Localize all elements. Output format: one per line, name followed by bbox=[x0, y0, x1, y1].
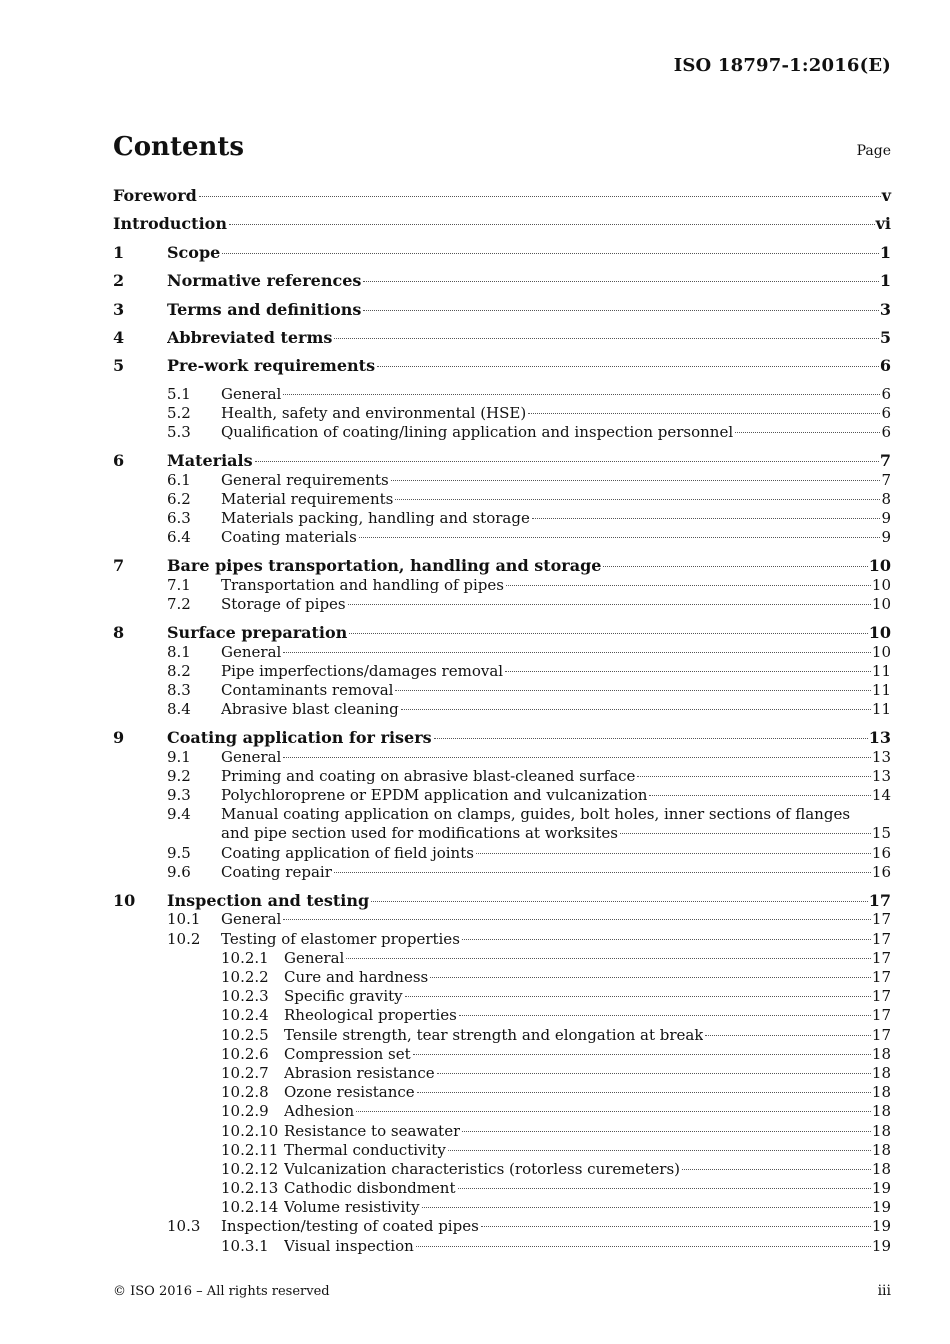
toc-entry-page: 9 bbox=[881, 509, 891, 528]
toc-entry[interactable] bbox=[113, 1198, 891, 1217]
toc-entry-number: 9.1 bbox=[167, 747, 191, 766]
toc-entry[interactable] bbox=[113, 1064, 891, 1083]
toc-entry-page: 13 bbox=[871, 766, 891, 785]
toc-entry-number: 9.4 bbox=[167, 805, 191, 824]
toc-entry-number: 4 bbox=[113, 327, 125, 347]
toc-entry[interactable] bbox=[113, 1122, 891, 1141]
toc-entry-number: 10.2.12 bbox=[221, 1159, 279, 1178]
toc-entry-label: Pre-work requirements bbox=[167, 356, 376, 376]
dot-leader bbox=[401, 709, 871, 710]
toc-entry[interactable] bbox=[113, 643, 891, 662]
toc-entry-page: 18 bbox=[871, 1083, 891, 1102]
dot-leader bbox=[222, 253, 879, 254]
toc-entry-number: 10.2.3 bbox=[221, 987, 269, 1006]
toc-entry-label: Abbreviated terms bbox=[167, 327, 333, 347]
toc-entry-page: 13 bbox=[868, 728, 891, 748]
toc-entry[interactable] bbox=[113, 214, 891, 242]
dot-leader bbox=[356, 1111, 871, 1112]
dot-leader bbox=[637, 776, 870, 777]
toc-entry-page: 6 bbox=[879, 356, 891, 376]
toc-entry-label: Inspection/testing of coated pipes bbox=[221, 1217, 479, 1236]
toc-entry-label: Surface preparation bbox=[167, 623, 348, 642]
dot-leader bbox=[377, 366, 879, 367]
dot-leader bbox=[363, 281, 878, 282]
toc-entry-number: 6.2 bbox=[167, 489, 191, 508]
dot-leader bbox=[334, 872, 871, 873]
toc-entry-label: Material requirements bbox=[221, 489, 394, 508]
toc-entry-page: 6 bbox=[881, 384, 891, 403]
toc-entry-page: 11 bbox=[871, 700, 891, 719]
toc-entry-label: Polychloroprene or EPDM application and vulcanization bbox=[221, 786, 648, 805]
toc-entry-page: 10 bbox=[871, 575, 891, 594]
toc-entry[interactable] bbox=[113, 949, 891, 968]
dot-leader bbox=[413, 1054, 871, 1055]
dot-leader bbox=[462, 939, 871, 940]
toc-entry-label: Health, safety and environmental (HSE) bbox=[221, 403, 527, 422]
toc-entry[interactable] bbox=[113, 891, 891, 911]
toc-entry-label: Foreword bbox=[113, 186, 197, 205]
dot-leader bbox=[391, 480, 881, 481]
toc-entry-number: 6.4 bbox=[167, 528, 191, 547]
toc-entry-page: 18 bbox=[871, 1121, 891, 1140]
dot-leader bbox=[437, 1073, 871, 1074]
dot-leader bbox=[481, 1226, 871, 1227]
dot-leader bbox=[346, 958, 871, 959]
contents-title-row bbox=[113, 132, 891, 164]
contents-title: Contents bbox=[113, 132, 245, 162]
toc-entry-number: 9.2 bbox=[167, 766, 191, 785]
toc-entry-page: vi bbox=[875, 214, 891, 234]
toc-entry-label: Specific gravity bbox=[284, 987, 403, 1006]
toc-entry-page: 17 bbox=[871, 929, 891, 948]
toc-entry[interactable] bbox=[113, 910, 891, 929]
toc-entry-number: 10.2.14 bbox=[221, 1198, 279, 1217]
toc-entry[interactable] bbox=[113, 805, 891, 843]
toc-entry[interactable] bbox=[113, 356, 891, 384]
dot-leader bbox=[735, 432, 880, 433]
dot-leader bbox=[620, 833, 871, 834]
toc-entry-page: 7 bbox=[881, 470, 891, 489]
toc-entry-page: 14 bbox=[871, 786, 891, 805]
toc-entry-page: 11 bbox=[871, 661, 891, 680]
toc-entry-number: 8.4 bbox=[167, 700, 191, 719]
toc-entry-number: 8.1 bbox=[167, 642, 191, 661]
toc-entry-label: Manual coating application on clamps, guides, bolt holes, inner sections of flanges bbox=[221, 805, 851, 824]
toc-entry-label: Priming and coating on abrasive blast-cleaned surface bbox=[221, 766, 636, 785]
toc-entry-label: Normative references bbox=[167, 271, 362, 291]
toc-entry-label: Testing of elastomer properties bbox=[221, 929, 460, 948]
toc-entry-label: Pipe imperfections/damages removal bbox=[221, 661, 504, 680]
dot-leader bbox=[649, 795, 870, 796]
toc-entry-page: 16 bbox=[871, 862, 891, 881]
dot-leader bbox=[459, 1015, 871, 1016]
dot-leader bbox=[532, 518, 881, 519]
toc-entry-page: 10 bbox=[871, 595, 891, 614]
toc-entry[interactable] bbox=[113, 767, 891, 786]
toc-entry-number: 7 bbox=[113, 556, 125, 576]
toc-entry-page: 16 bbox=[871, 843, 891, 862]
dot-leader bbox=[283, 757, 871, 758]
toc-entry[interactable] bbox=[113, 681, 891, 700]
toc-entry[interactable] bbox=[113, 490, 891, 509]
toc-entry-label: General bbox=[221, 747, 282, 766]
toc-entry-label: Inspection and testing bbox=[167, 890, 370, 910]
dot-leader bbox=[348, 604, 871, 605]
toc-entry-label: Volume resistivity bbox=[284, 1198, 420, 1217]
toc-entry-page: 17 bbox=[868, 890, 891, 910]
toc-entry-label: General bbox=[221, 910, 282, 929]
toc-entry[interactable] bbox=[113, 471, 891, 490]
toc-entry-number: 10.2.1 bbox=[221, 948, 269, 967]
toc-entry-number: 10.2.6 bbox=[221, 1044, 269, 1063]
toc-entry-number: 10.2.8 bbox=[221, 1083, 269, 1102]
dot-leader bbox=[705, 1035, 870, 1036]
toc-entry[interactable] bbox=[113, 700, 891, 719]
dot-leader bbox=[359, 537, 881, 538]
toc-entry-label: Scope bbox=[167, 242, 221, 262]
toc-entry-number: 7.1 bbox=[167, 575, 191, 594]
toc-entry-label: Contaminants removal bbox=[221, 680, 394, 699]
dot-leader bbox=[422, 1207, 871, 1208]
dot-leader bbox=[283, 919, 871, 920]
toc-entry-page: 10 bbox=[871, 642, 891, 661]
toc-entry[interactable] bbox=[113, 623, 891, 643]
toc-entry-number: 7.2 bbox=[167, 595, 191, 614]
toc-entry-label-block bbox=[221, 805, 891, 843]
dot-leader bbox=[528, 413, 880, 414]
toc-entry-number: 10.2.11 bbox=[221, 1140, 279, 1159]
dot-leader bbox=[458, 1188, 871, 1189]
toc-entry-number: 9.5 bbox=[167, 843, 191, 862]
toc-entry[interactable] bbox=[113, 404, 891, 423]
toc-entry[interactable] bbox=[113, 1141, 891, 1160]
toc-entry-label: General bbox=[221, 384, 282, 403]
toc-entry[interactable] bbox=[113, 243, 891, 271]
toc-entry-page: 1 bbox=[879, 271, 891, 291]
toc-entry-number: 10.3 bbox=[167, 1217, 201, 1236]
toc-entry-page: 18 bbox=[871, 1044, 891, 1063]
toc-entry-page: 3 bbox=[879, 299, 891, 319]
toc-entry-label: Materials bbox=[167, 451, 253, 471]
dot-leader bbox=[417, 1092, 871, 1093]
toc-entry-label: Materials packing, handling and storage bbox=[221, 509, 530, 528]
toc-entry-label: Introduction bbox=[113, 214, 227, 234]
toc-entry-label: Visual inspection bbox=[284, 1236, 414, 1255]
toc-entry[interactable] bbox=[113, 423, 891, 442]
toc-entry-number: 9.3 bbox=[167, 786, 191, 805]
toc-entry[interactable] bbox=[113, 1102, 891, 1121]
toc-entry[interactable] bbox=[113, 576, 891, 595]
dot-leader bbox=[229, 224, 875, 225]
toc-entry[interactable] bbox=[113, 1160, 891, 1179]
toc-entry-number: 8 bbox=[113, 623, 125, 642]
toc-entry[interactable] bbox=[113, 1026, 891, 1045]
toc-entry-label: Thermal conductivity bbox=[284, 1140, 446, 1159]
toc-entry[interactable] bbox=[113, 1179, 891, 1198]
dot-leader bbox=[255, 461, 879, 462]
toc-entry-page: v bbox=[881, 186, 891, 205]
dot-leader bbox=[434, 738, 868, 739]
toc-entry-number: 2 bbox=[113, 271, 125, 291]
toc-entry-page: 17 bbox=[871, 968, 891, 987]
toc-entry-number: 6.1 bbox=[167, 470, 191, 489]
toc-entry-number: 6 bbox=[113, 451, 125, 471]
dot-leader bbox=[430, 977, 871, 978]
toc-entry-label: Cathodic disbondment bbox=[284, 1179, 456, 1198]
toc-entry-number: 10.1 bbox=[167, 910, 201, 929]
toc-entry-page: 11 bbox=[871, 680, 891, 699]
toc-entry-page: 18 bbox=[871, 1063, 891, 1082]
toc-entry[interactable] bbox=[113, 451, 891, 471]
toc-entry-number: 10.2.9 bbox=[221, 1102, 269, 1121]
toc-entry-number: 10.2.10 bbox=[221, 1121, 279, 1140]
toc-entry-label: General bbox=[221, 642, 282, 661]
dot-leader bbox=[283, 652, 871, 653]
toc-entry-label-continued-line bbox=[221, 824, 891, 843]
dot-leader bbox=[334, 338, 878, 339]
toc-entry[interactable] bbox=[113, 556, 891, 576]
dot-leader bbox=[476, 853, 871, 854]
toc-entry-page: 6 bbox=[881, 403, 891, 422]
toc-entry-number: 6.3 bbox=[167, 509, 191, 528]
toc-entry-label: Bare pipes transportation, handling and storage bbox=[167, 556, 602, 576]
toc-entry-number: 10.2.5 bbox=[221, 1025, 269, 1044]
dot-leader bbox=[462, 1131, 871, 1132]
toc-entry-number: 5.2 bbox=[167, 403, 191, 422]
toc-entry[interactable] bbox=[113, 595, 891, 614]
dot-leader bbox=[371, 901, 868, 902]
toc-entry[interactable] bbox=[113, 863, 891, 882]
dot-leader bbox=[395, 690, 870, 691]
toc-entry-label: Coating repair bbox=[221, 862, 332, 881]
toc-entry-label: General requirements bbox=[221, 470, 389, 489]
toc-entry-page: 8 bbox=[881, 489, 891, 508]
toc-entry-page: 19 bbox=[871, 1198, 891, 1217]
toc-entry[interactable] bbox=[113, 271, 891, 299]
toc-entry-number: 9.6 bbox=[167, 862, 191, 881]
toc-entry-page: 17 bbox=[871, 1006, 891, 1025]
toc-entry-number: 10.2.13 bbox=[221, 1179, 279, 1198]
dot-leader bbox=[349, 633, 867, 634]
toc-entry-label: Adhesion bbox=[284, 1102, 355, 1121]
dot-leader bbox=[505, 671, 871, 672]
toc-entry-page: 1 bbox=[879, 242, 891, 262]
toc-entry-page: 19 bbox=[871, 1236, 891, 1255]
toc-entry-page: 17 bbox=[871, 910, 891, 929]
toc-entry-number: 3 bbox=[113, 299, 125, 319]
toc-entry[interactable] bbox=[113, 1045, 891, 1064]
toc-entry-label: Transportation and handling of pipes bbox=[221, 575, 504, 594]
toc-entry[interactable] bbox=[113, 786, 891, 805]
toc-entry-label: Storage of pipes bbox=[221, 595, 346, 614]
toc-entry-number: 10.2.7 bbox=[221, 1063, 269, 1082]
toc-entry-number: 1 bbox=[113, 242, 125, 262]
toc-entry-number: 5.1 bbox=[167, 384, 191, 403]
document-id: ISO 18797-1:2016(E) bbox=[673, 55, 891, 76]
toc-entry-label: Vulcanization characteristics (rotorless curemeters) bbox=[284, 1159, 680, 1178]
toc-entry-number: 10.3.1 bbox=[221, 1236, 269, 1255]
dot-leader bbox=[682, 1169, 871, 1170]
toc-entry-page: 6 bbox=[881, 423, 891, 442]
toc-entry-label: Rheological properties bbox=[284, 1006, 457, 1025]
dot-leader bbox=[603, 566, 867, 567]
copyright-notice: © ISO 2016 – All rights reserved bbox=[113, 1284, 330, 1299]
toc-entry-label: Tensile strength, tear strength and elongation at break bbox=[284, 1025, 704, 1044]
toc-entry-label: Qualification of coating/lining application and inspection personnel bbox=[221, 423, 734, 442]
toc-entry-page: 13 bbox=[871, 747, 891, 766]
toc-entry-label: Coating materials bbox=[221, 528, 357, 547]
toc-entry-label: Abrasion resistance bbox=[284, 1063, 435, 1082]
toc-entry[interactable] bbox=[113, 186, 891, 214]
toc-entry-number: 10.2.2 bbox=[221, 968, 269, 987]
toc-entry-page: 17 bbox=[871, 1025, 891, 1044]
toc-entry-page: 17 bbox=[871, 987, 891, 1006]
dot-leader bbox=[199, 196, 881, 197]
toc-entry[interactable] bbox=[113, 1083, 891, 1102]
toc-entry[interactable] bbox=[113, 1217, 891, 1236]
toc-entry-number: 10 bbox=[113, 890, 136, 910]
toc-entry-label: Compression set bbox=[284, 1044, 411, 1063]
toc-entry[interactable] bbox=[113, 328, 891, 356]
toc-entry[interactable] bbox=[113, 300, 891, 328]
toc-entry-label: Coating application for risers bbox=[167, 728, 432, 748]
toc-entry-number: 8.2 bbox=[167, 661, 191, 680]
page-number: iii bbox=[877, 1283, 891, 1299]
toc-entry-page: 18 bbox=[871, 1159, 891, 1178]
toc-entry-number: 9 bbox=[113, 728, 125, 748]
toc-entry-page: 15 bbox=[871, 824, 891, 843]
dot-leader bbox=[448, 1150, 871, 1151]
toc-entry[interactable] bbox=[113, 1237, 891, 1256]
toc-entry[interactable] bbox=[113, 385, 891, 404]
toc-entry-number: 10.2.4 bbox=[221, 1006, 269, 1025]
toc-entry-page: 17 bbox=[871, 948, 891, 967]
toc-entry-label: Ozone resistance bbox=[284, 1083, 415, 1102]
toc-entry[interactable] bbox=[113, 930, 891, 949]
toc-entry-page: 5 bbox=[879, 327, 891, 347]
dot-leader bbox=[416, 1246, 871, 1247]
toc-entry[interactable] bbox=[113, 509, 891, 528]
toc-entry[interactable] bbox=[113, 1006, 891, 1025]
toc-entry-number: 8.3 bbox=[167, 680, 191, 699]
toc-entry[interactable] bbox=[113, 844, 891, 863]
toc-entry-page: 18 bbox=[871, 1102, 891, 1121]
toc-entry-label: Terms and definitions bbox=[167, 299, 362, 319]
toc-entry-label: Resistance to seawater bbox=[284, 1121, 461, 1140]
table-of-contents bbox=[113, 186, 891, 1256]
toc-entry[interactable] bbox=[113, 748, 891, 767]
dot-leader bbox=[395, 499, 880, 500]
toc-entry-number: 5 bbox=[113, 356, 125, 376]
toc-entry[interactable] bbox=[113, 987, 891, 1006]
toc-entry-page: 9 bbox=[881, 528, 891, 547]
toc-entry-label: Cure and hardness bbox=[284, 968, 429, 987]
dot-leader bbox=[506, 585, 871, 586]
toc-entry-label: General bbox=[284, 948, 345, 967]
toc-entry[interactable] bbox=[113, 528, 891, 547]
toc-entry-label-continued: and pipe section used for modifications at worksites bbox=[221, 824, 618, 843]
toc-entry-page: 18 bbox=[871, 1140, 891, 1159]
toc-entry[interactable] bbox=[113, 728, 891, 748]
toc-entry-page: 10 bbox=[868, 556, 891, 576]
toc-entry-number: 5.3 bbox=[167, 423, 191, 442]
dot-leader bbox=[283, 394, 880, 395]
toc-entry-page: 7 bbox=[879, 451, 891, 471]
toc-entry-label: Abrasive blast cleaning bbox=[221, 700, 399, 719]
page-column-label: Page bbox=[856, 143, 891, 159]
toc-entry-page: 10 bbox=[868, 623, 891, 642]
toc-entry-number: 10.2 bbox=[167, 929, 201, 948]
toc-entry-label: Coating application of field joints bbox=[221, 843, 474, 862]
toc-entry-page: 19 bbox=[871, 1217, 891, 1236]
toc-entry[interactable] bbox=[113, 662, 891, 681]
toc-entry-page: 19 bbox=[871, 1179, 891, 1198]
dot-leader bbox=[363, 310, 878, 311]
toc-entry[interactable] bbox=[113, 968, 891, 987]
dot-leader bbox=[405, 996, 871, 997]
